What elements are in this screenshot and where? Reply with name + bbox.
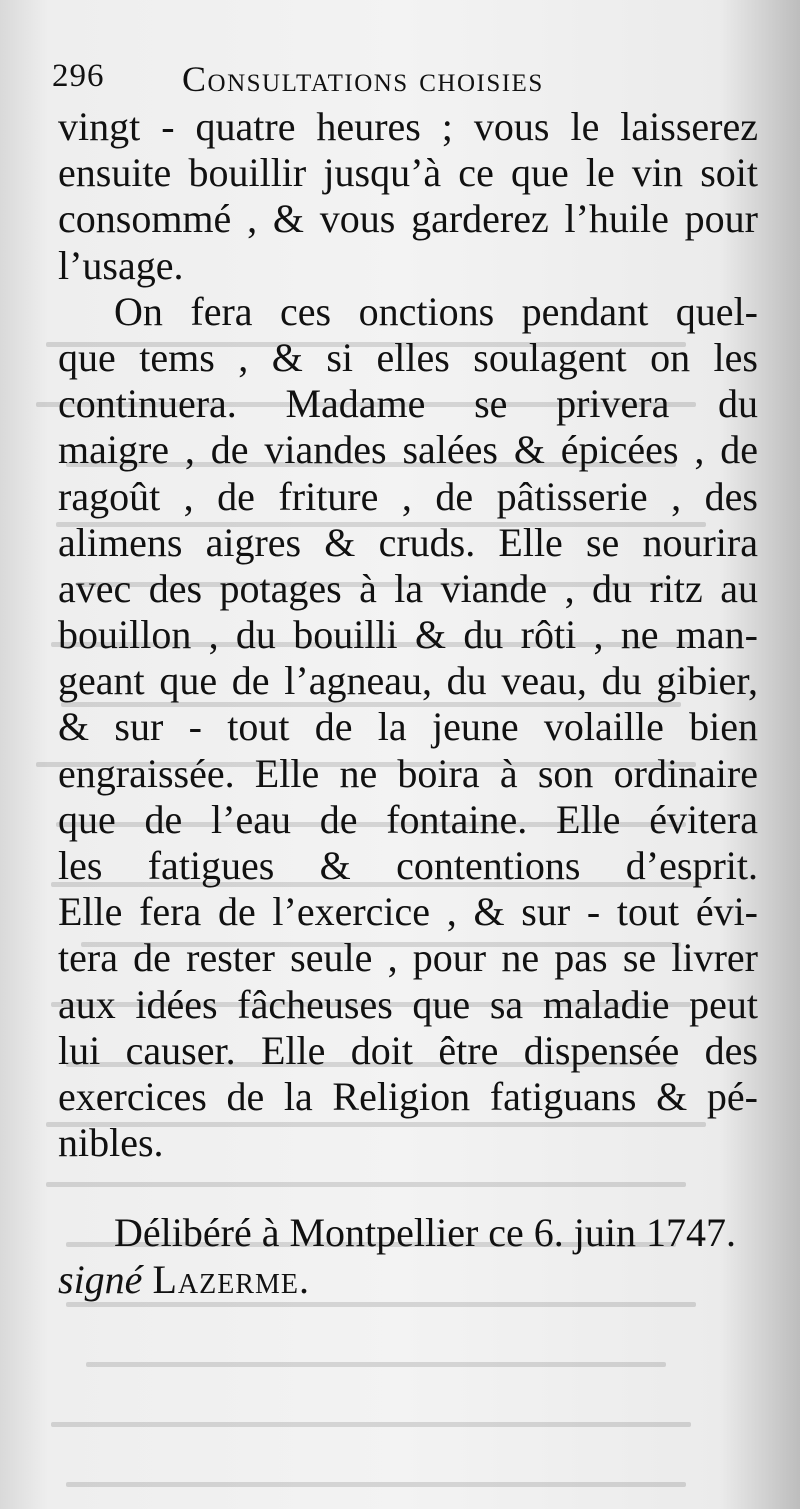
running-head — [52, 58, 752, 102]
text-line: l’usage. — [58, 242, 184, 288]
closing-block — [58, 1210, 758, 1302]
text-line: les fatigues & contentions d’esprit. — [58, 843, 758, 888]
text-line: lui causer. Elle doit être dispensée des — [58, 1027, 758, 1073]
signature-name: Lazerme. — [152, 1256, 310, 1302]
signature-line — [58, 1257, 758, 1303]
text-line: avec des potages à la viande , du ritz au — [58, 565, 758, 611]
text-line: exercices de la Religion fatiguans & pé- — [58, 1073, 758, 1119]
text-line: tera de rester seule , pour ne pas se livrer — [58, 935, 758, 981]
text-line: que tems , & si elles soulagent on les — [58, 334, 758, 380]
text-line: continuera. Madame se privera du — [58, 381, 758, 427]
text-line: vingt - quatre heures ; vous le laisserez — [58, 104, 758, 149]
text-line: ensuite bouillir jusqu’à ce que le vin soit — [58, 150, 758, 196]
deliberation-line: Délibéré à Montpellier ce 6. juin 1747. — [114, 1210, 737, 1256]
paragraph-2 — [58, 289, 758, 1167]
text-line: geant que de l’agneau, du veau, du gibier, — [58, 658, 758, 704]
spacer — [58, 1166, 758, 1210]
text-line: Elle fera de l’exercice , & sur - tout évi- — [58, 889, 758, 935]
text-line: que de l’eau de fontaine. Elle évitera — [58, 796, 758, 842]
text-line: nibles. — [58, 1120, 164, 1166]
text-line: engraissée. Elle ne boira à son ordinaire — [58, 750, 758, 796]
text-line: consommé , & vous garderez l’huile pour — [58, 196, 758, 242]
page-number: 296 — [52, 58, 105, 94]
page-body — [58, 104, 758, 1303]
text-line: aux idées fâcheuses que sa maladie peut — [58, 981, 758, 1027]
text-line: ragoût , de friture , de pâtisserie , des — [58, 473, 758, 519]
signature-label: signé — [58, 1256, 143, 1302]
text-line: On fera ces onctions pendant quel- — [114, 288, 758, 334]
paragraph-1 — [58, 104, 758, 289]
running-title: Consultations choisies — [182, 59, 544, 99]
text-line: alimens aigres & cruds. Elle se nourira — [58, 519, 758, 565]
text-line: & sur - tout de la jeune volaille bien — [58, 704, 758, 750]
text-line: maigre , de viandes salées & épicées , de — [58, 427, 758, 473]
text-line: bouillon , du bouilli & du rôti , ne man- — [58, 612, 758, 658]
